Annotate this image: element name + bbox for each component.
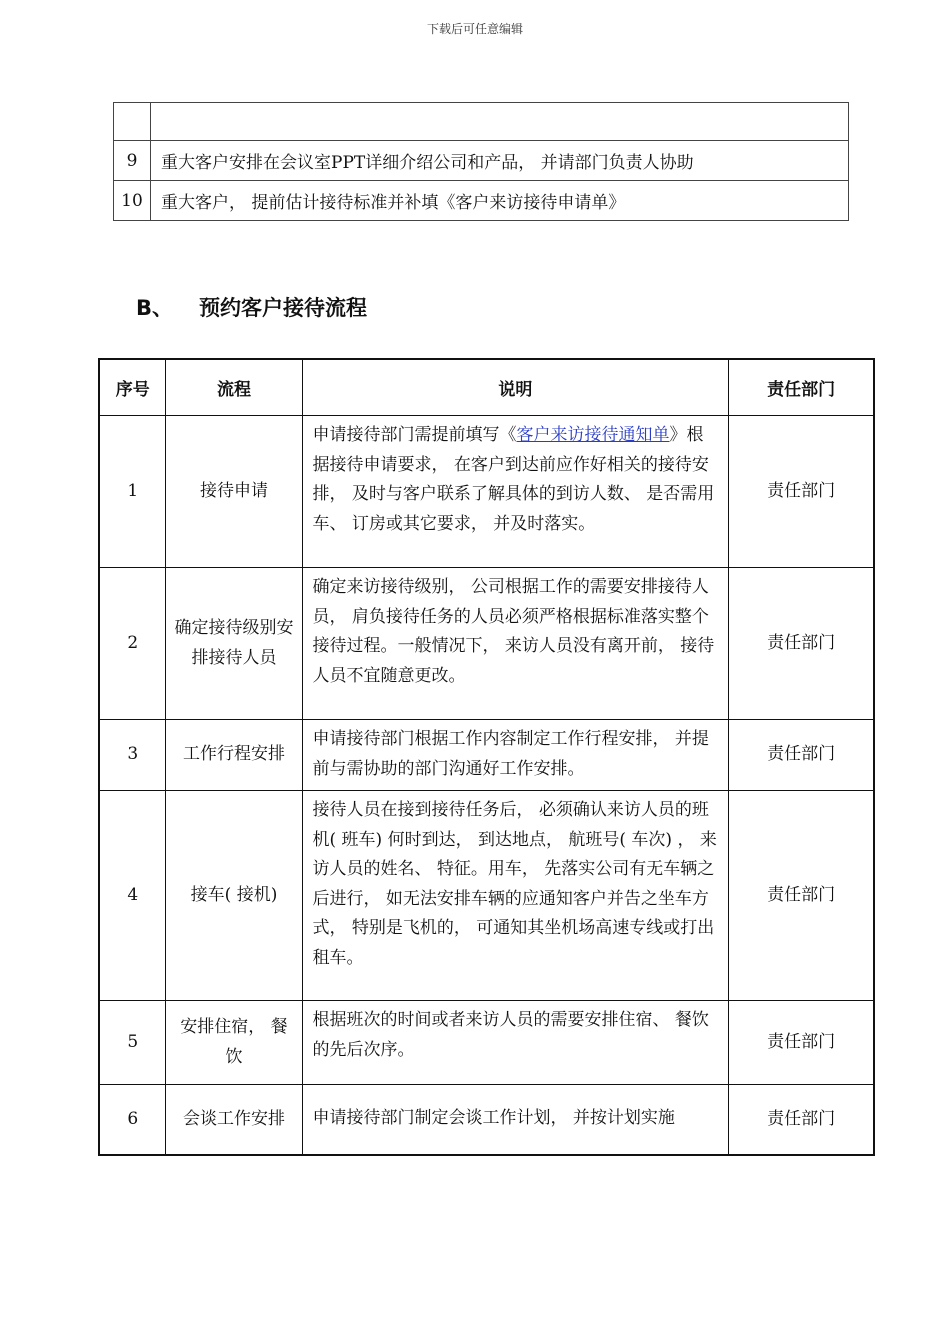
table-row: [99, 720, 874, 791]
row-process: 工作行程安排: [166, 720, 302, 791]
header-desc: 说明: [302, 359, 729, 416]
table-header-row: [99, 359, 874, 416]
top-table: [113, 102, 849, 221]
header-dept: 责任部门: [729, 359, 874, 416]
table-row: [99, 568, 874, 720]
row-number: 5: [99, 1001, 166, 1085]
row-dept: 责任部门: [729, 1085, 874, 1156]
row-dept: 责任部门: [729, 1001, 874, 1085]
table-row: [114, 103, 849, 141]
row-description: 申请接待部门根据工作内容制定工作行程安排， 并提前与需协助的部门沟通好工作安排。: [302, 720, 729, 791]
table-row: [114, 181, 849, 221]
table-row: [99, 1085, 874, 1156]
table-row: [114, 141, 849, 181]
notice-form-link[interactable]: 客户来访接待通知单: [516, 425, 670, 445]
row-process: 接待申请: [166, 416, 302, 568]
section-heading: [136, 292, 367, 322]
row-description: 申请接待部门制定会谈工作计划， 并按计划实施: [302, 1085, 729, 1156]
page-header: 下载后可任意编辑: [426, 22, 523, 36]
row-dept: 责任部门: [729, 416, 874, 568]
row-number: 6: [99, 1085, 166, 1156]
row-number: [114, 103, 151, 141]
row-dept: 责任部门: [729, 568, 874, 720]
row-dept: 责任部门: [729, 791, 874, 1001]
row-description: [302, 416, 729, 568]
table-row: [99, 791, 874, 1001]
row-text: 重大客户安排在会议室PPT详细介绍公司和产品， 并请部门负责人协助: [151, 141, 849, 181]
row-process: 接车( 接机): [166, 791, 302, 1001]
row-number: 10: [114, 181, 151, 221]
row-description: 根据班次的时间或者来访人员的需要安排住宿、 餐饮的先后次序。: [302, 1001, 729, 1085]
header-num: 序号: [99, 359, 166, 416]
table-row: [99, 1001, 874, 1085]
row-text: 重大客户， 提前估计接待标准并补填《客户来访接待申请单》: [151, 181, 849, 221]
row-process: 确定接待级别安排接待人员: [166, 568, 302, 720]
flow-table: [98, 358, 875, 1156]
table-row: [99, 416, 874, 568]
header-process: 流程: [166, 359, 302, 416]
row-number: 4: [99, 791, 166, 1001]
section-title: 预约客户接待流程: [199, 296, 368, 320]
row-process: 安排住宿， 餐饮: [166, 1001, 302, 1085]
desc-text: 》根据接待申请要求， 在客户到达前应作好相关的接待安排， 及时与客户联系了解具体的到访人数、 是否需用车、 订房或其它要求， 并及时落实。: [312, 425, 715, 534]
row-process: 会谈工作安排: [166, 1085, 302, 1156]
row-number: 3: [99, 720, 166, 791]
section-label: B、: [136, 296, 174, 320]
row-text: [151, 103, 849, 141]
row-number: 9: [114, 141, 151, 181]
row-number: 1: [99, 416, 166, 568]
desc-text: 申请接待部门需提前填写《: [312, 425, 517, 445]
row-number: 2: [99, 568, 166, 720]
row-description: 接待人员在接到接待任务后， 必须确认来访人员的班机( 班车) 何时到达， 到达地点， 航班号( 车次) ， 来访人员的姓名、 特征。用车， 先落实公司有无车辆之后进行， 如无法安排车辆的应通知客户并告之坐车方式， 特别是飞机的， 可通知其坐机场高速专线或打出租车。: [302, 791, 729, 1001]
row-description: 确定来访接待级别， 公司根据工作的需要安排接待人员， 肩负接待任务的人员必须严格根据标准落实整个接待过程。一般情况下， 来访人员没有离开前， 接待人员不宜随意更改。: [302, 568, 729, 720]
row-dept: 责任部门: [729, 720, 874, 791]
